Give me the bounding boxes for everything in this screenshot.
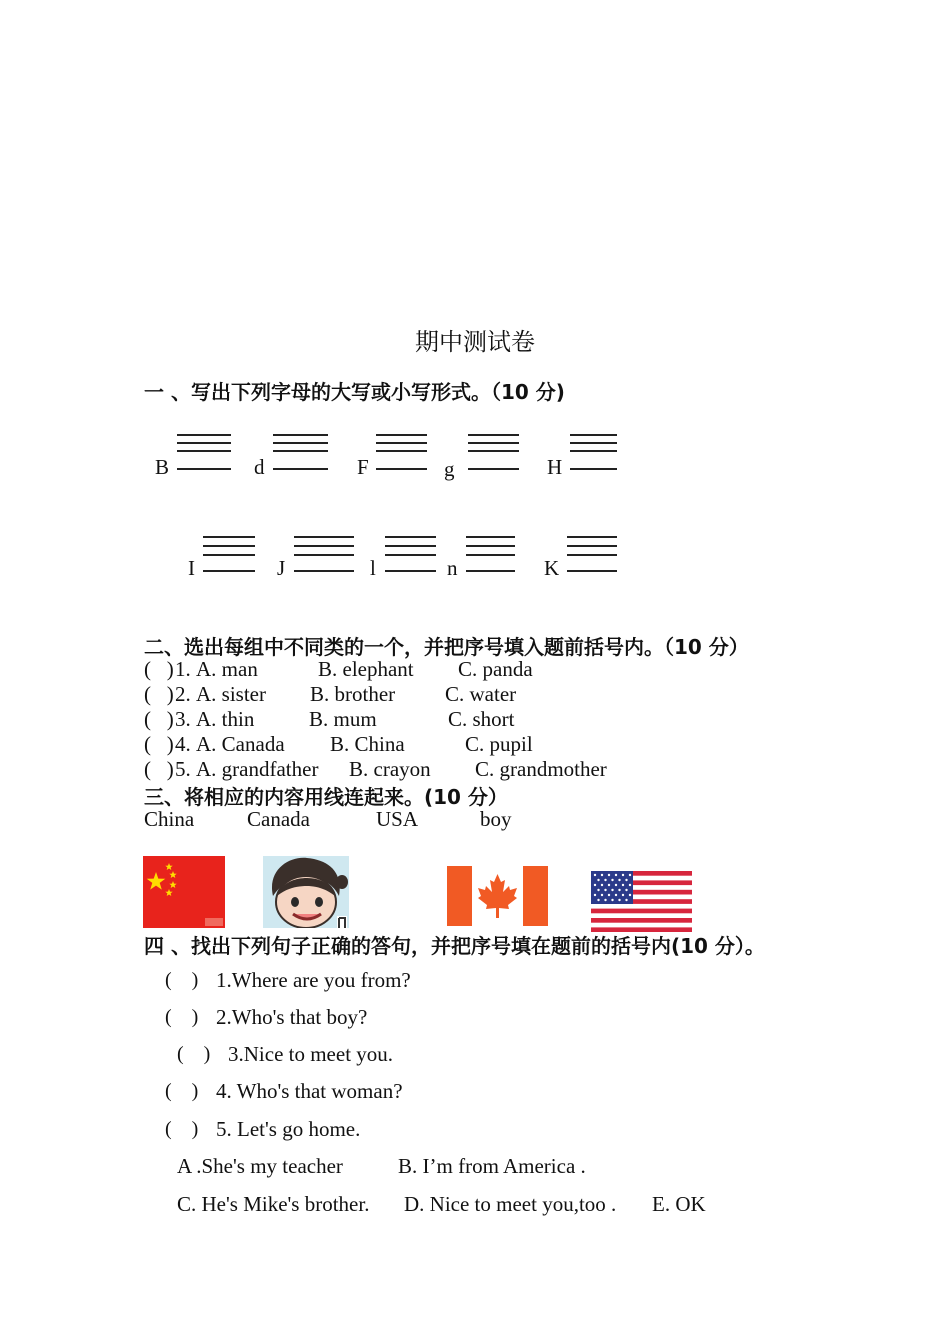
canada-flag-image (447, 866, 548, 926)
section1-heading: 一 、写出下列字母的大写或小写形式。（10 分) (144, 380, 565, 404)
writing-lines[interactable] (177, 434, 231, 474)
answer-option: D. Nice to meet you,too . (404, 1192, 617, 1216)
writing-lines[interactable] (294, 536, 354, 576)
option-b: B. brother (310, 682, 396, 706)
option-c: C. panda (458, 657, 533, 681)
writing-lines[interactable] (385, 536, 436, 576)
letter-item: g (444, 457, 455, 481)
answer-parens[interactable]: ( ) (165, 1118, 199, 1140)
answer-parens[interactable]: ( ) (144, 707, 174, 731)
question-item: 3.Nice to meet you. (228, 1042, 394, 1066)
answer-parens[interactable]: ( ) (165, 1080, 199, 1102)
question-item: 2.Who's that boy? (216, 1005, 368, 1029)
option-a: A. Canada (196, 732, 285, 756)
answer-parens[interactable]: ( ) (144, 657, 174, 681)
option-c: C. grandmother (475, 757, 607, 781)
answer-parens[interactable]: ( ) (144, 757, 174, 781)
option-b: B. mum (309, 707, 377, 731)
letter-item: B (155, 455, 170, 479)
boy-cartoon-image (263, 856, 349, 928)
answer-option: B. I’m from America . (398, 1154, 586, 1178)
option-a: A. man (196, 657, 258, 681)
question-item: 5. Let's go home. (216, 1117, 361, 1141)
option-c: C. water (445, 682, 517, 706)
item-number: 1. (175, 657, 191, 681)
letter-item: I (188, 556, 195, 580)
letter-item: l (370, 556, 376, 580)
letter-item: d (254, 455, 265, 479)
item-number: 3. (175, 707, 191, 731)
option-c: C. short (448, 707, 515, 731)
answer-parens[interactable]: ( ) (165, 1006, 199, 1028)
page-title: 期中测试卷 (415, 328, 535, 356)
writing-lines[interactable] (567, 536, 617, 576)
answer-option: C. He's Mike's brother. (177, 1192, 370, 1216)
writing-lines[interactable] (466, 536, 515, 576)
answer-option: E. OK (652, 1192, 706, 1216)
letter-item: F (357, 455, 369, 479)
item-number: 2. (175, 682, 191, 706)
question-item: 1.Where are you from? (216, 968, 411, 992)
option-c: C. pupil (465, 732, 533, 756)
answer-parens[interactable]: ( ) (144, 732, 174, 756)
item-number: 5. (175, 757, 191, 781)
answer-parens[interactable]: ( ) (177, 1043, 211, 1065)
writing-lines[interactable] (376, 434, 427, 474)
writing-lines[interactable] (273, 434, 328, 474)
section3-heading: 三、将相应的内容用线连起来。(10 分） (144, 785, 508, 809)
answer-option: A .She's my teacher (177, 1154, 343, 1178)
question-item: 4. Who's that woman? (216, 1079, 403, 1103)
option-b: B. China (330, 732, 405, 756)
letter-item: n (447, 556, 458, 580)
letter-item: J (277, 556, 286, 580)
option-a: A. sister (196, 682, 266, 706)
usa-flag-image (591, 871, 692, 932)
china-flag-image (143, 856, 225, 928)
option-b: B. elephant (318, 657, 414, 681)
option-a: A. thin (196, 707, 255, 731)
match-word-canada: Canada (247, 807, 310, 831)
letter-item: H (547, 455, 563, 479)
writing-lines[interactable] (203, 536, 255, 576)
option-a: A. grandfather (196, 757, 319, 781)
item-number: 4. (175, 732, 191, 756)
section4-heading: 四 、找出下列句子正确的答句，并把序号填在题前的括号内(10 分）。 (144, 934, 765, 958)
writing-lines[interactable] (570, 434, 617, 474)
match-word-usa: USA (376, 807, 419, 831)
answer-parens[interactable]: ( ) (144, 682, 174, 706)
match-word-china: China (144, 807, 195, 831)
answer-parens[interactable]: ( ) (165, 969, 199, 991)
writing-lines[interactable] (468, 434, 519, 474)
option-b: B. crayon (349, 757, 431, 781)
section2-heading: 二、选出每组中不同类的一个，并把序号填入题前括号内。（10 分） (144, 635, 749, 659)
letter-item: K (544, 556, 560, 580)
match-word-boy: boy (480, 807, 512, 831)
